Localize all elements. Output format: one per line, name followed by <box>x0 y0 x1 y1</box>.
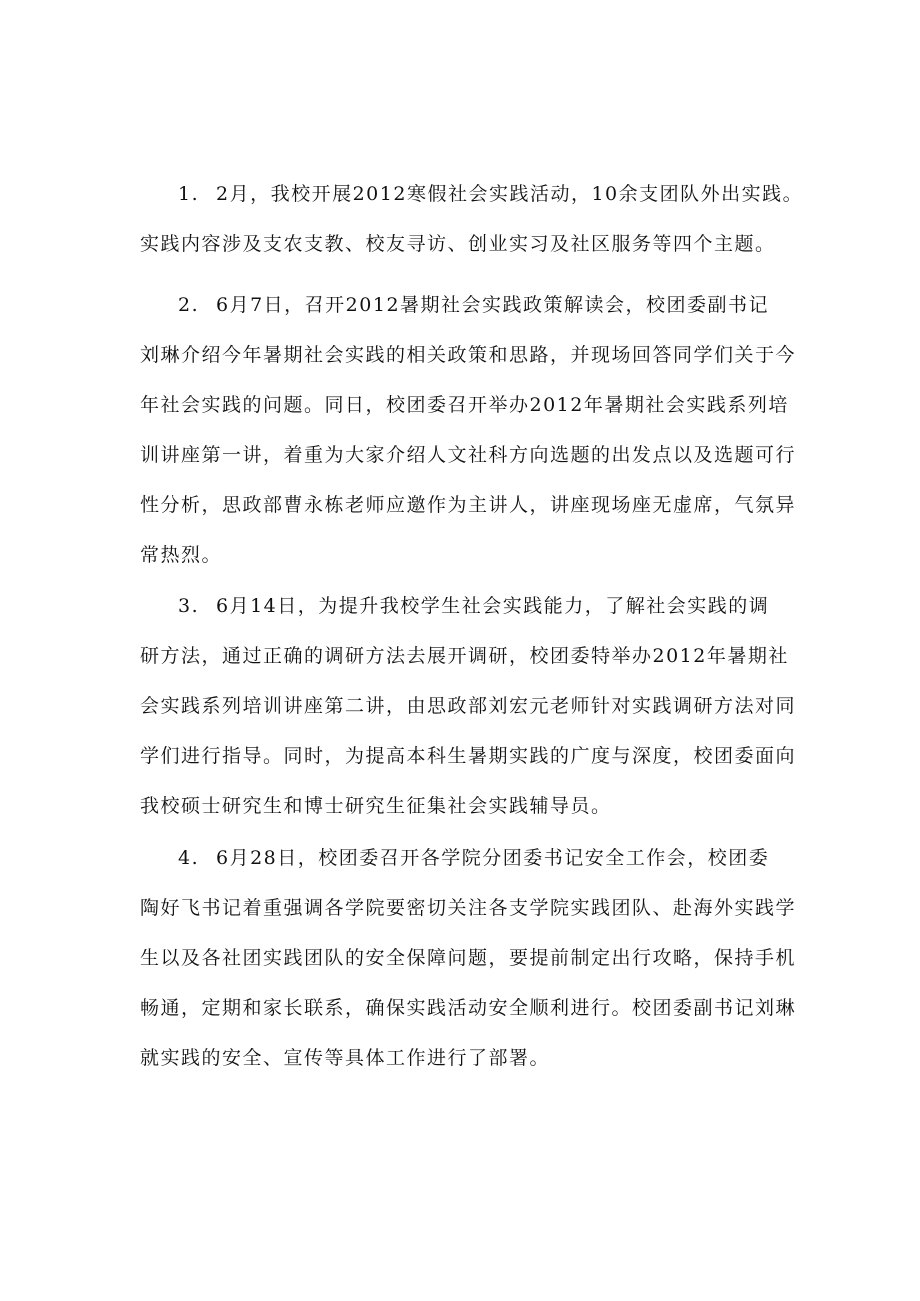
paragraph-text: 6月28日，校团委召开各学院分团委书记安全工作会，校团委 <box>216 847 770 869</box>
paragraph-line: 学们进行指导。同时，为提高本科生暑期实践的广度与深度，校团委面向 <box>140 745 797 767</box>
paragraph-3 <box>140 581 800 831</box>
paragraph-line: 常热烈。 <box>140 544 223 566</box>
paragraph-number: 1. <box>178 183 200 205</box>
paragraph-1 <box>140 169 804 269</box>
paragraph-text: 6月7日，召开2012暑期社会实践政策解读会，校团委副书记 <box>216 294 770 316</box>
paragraph-line: 我校硕士研究生和博士研究生征集社会实践辅导员。 <box>140 795 612 817</box>
paragraph-line <box>140 169 804 219</box>
paragraph-line <box>140 833 800 883</box>
paragraph-line: 会实践系列培训讲座第二讲，由思政部刘宏元老师针对实践调研方法对同 <box>140 695 797 717</box>
paragraph-line <box>140 581 800 631</box>
paragraph-number: 3. <box>178 595 200 617</box>
paragraph-line: 畅通，定期和家长联系，确保实践活动安全顺利进行。校团委副书记刘琳 <box>140 997 797 1019</box>
paragraph-number: 4. <box>178 847 200 869</box>
paragraph-line: 研方法，通过正确的调研方法去展开调研，校团委特举办2012年暑期社 <box>140 645 789 667</box>
paragraph-line <box>140 280 800 330</box>
paragraph-line: 实践内容涉及支农支教、校友寻访、创业实习及社区服务等四个主题。 <box>140 233 776 255</box>
paragraph-text: 6月14日，为提升我校学生社会实践能力，了解社会实践的调 <box>216 595 770 617</box>
paragraph-number: 2. <box>178 294 200 316</box>
paragraph-line: 年社会实践的问题。同日，校团委召开举办2012年暑期社会实践系列培 <box>140 394 789 416</box>
paragraph-line: 训讲座第一讲，着重为大家介绍人文社科方向选题的出发点以及选题可行 <box>140 444 797 466</box>
paragraph-4 <box>140 833 800 1083</box>
paragraph-2 <box>140 280 800 580</box>
paragraph-text: 2月，我校开展2012寒假社会实践活动，10余支团队外出实践。 <box>216 183 804 205</box>
paragraph-line: 刘琳介绍今年暑期社会实践的相关政策和思路，并现场回答同学们关于今 <box>140 344 797 366</box>
paragraph-line: 性分析，思政部曹永栋老师应邀作为主讲人，讲座现场座无虚席，气氛异 <box>140 494 797 516</box>
paragraph-line: 陶好飞书记着重强调各学院要密切关注各支学院实践团队、赴海外实践学 <box>140 897 797 919</box>
paragraph-line: 生以及各社团实践团队的安全保障问题，要提前制定出行攻略，保持手机 <box>140 947 797 969</box>
paragraph-line: 就实践的安全、宣传等具体工作进行了部署。 <box>140 1047 551 1069</box>
